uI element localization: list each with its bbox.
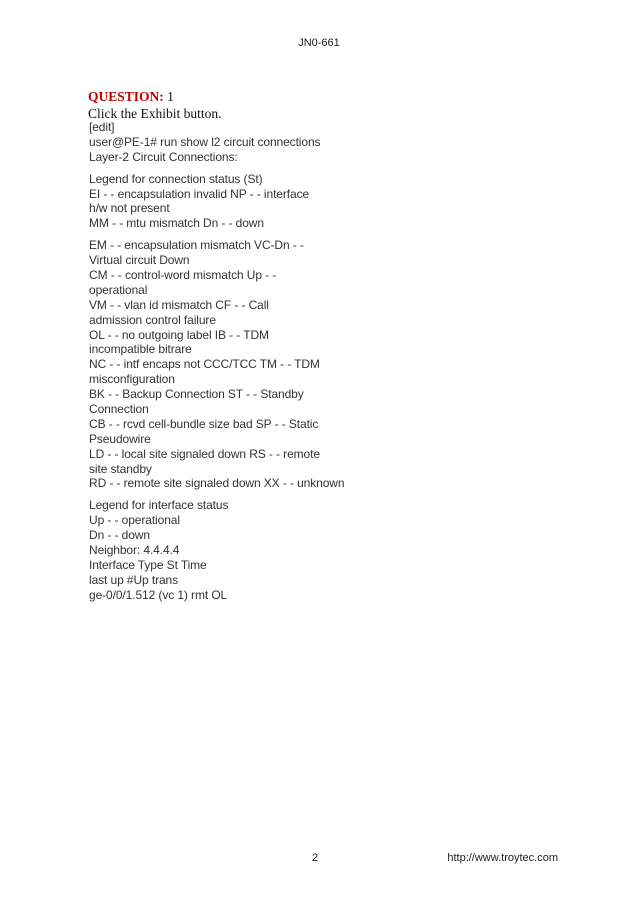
exhibit-line: Connection: [89, 402, 149, 417]
exhibit-line: [edit]: [89, 120, 115, 134]
exhibit-line: site standby: [89, 461, 152, 476]
question-instruction: Click the Exhibit button.: [88, 106, 222, 121]
question-number: 1: [167, 89, 174, 104]
exhibit-line: Interface Type St Time: [89, 557, 207, 572]
exhibit-line: incompatible bitrare: [89, 342, 192, 357]
exhibit-gap: [89, 491, 344, 498]
exhibit-line: EI - - encapsulation invalid NP - - interface: [89, 186, 310, 201]
exhibit-line: admission control failure: [89, 312, 216, 327]
exhibit-line: Up - - operational: [89, 513, 180, 528]
exhibit-line: CM - - control-word mismatch Up - -: [89, 268, 277, 283]
exhibit-line: Pseudowire: [89, 431, 151, 446]
footer-url: http://www.troytec.com: [447, 852, 558, 864]
exhibit-line: EM - - encapsulation mismatch VC-Dn - -: [89, 238, 304, 253]
exhibit-line: misconfiguration: [89, 372, 175, 387]
exhibit-line: Virtual circuit Down: [89, 253, 190, 268]
exhibit-output: [89, 120, 344, 603]
exhibit-line: BK - - Backup Connection ST - - Standby: [89, 387, 304, 402]
exhibit-line: h/w not present: [89, 201, 170, 216]
exhibit-line: operational: [89, 282, 148, 297]
exhibit-line: last up #Up trans: [89, 572, 179, 587]
exhibit-line: Neighbor: 4.4.4.4: [89, 543, 180, 558]
exhibit-line: Legend for connection status (St): [89, 171, 263, 186]
exhibit-line: Dn - - down: [89, 528, 150, 543]
exhibit-line: user@PE-1# run show l2 circuit connections: [89, 134, 321, 149]
exhibit-gap: [89, 231, 344, 238]
exhibit-line: Layer-2 Circuit Connections:: [89, 149, 238, 164]
exhibit-line: MM - - mtu mismatch Dn - - down: [89, 216, 264, 231]
exhibit-line: LD - - local site signaled down RS - - remote: [89, 446, 320, 461]
exhibit-line: NC - - intf encaps not CCC/TCC TM - - TDM: [89, 357, 320, 372]
document-code: JN0-661: [298, 37, 340, 49]
exhibit-line: CB - - rcvd cell-bundle size bad SP - - Static: [89, 416, 319, 431]
exhibit-line: OL - - no outgoing label IB - - TDM: [89, 327, 269, 342]
exhibit-line: Legend for interface status: [89, 498, 229, 513]
exhibit-line: VM - - vlan id mismatch CF - - Call: [89, 297, 269, 312]
exhibit-gap: [89, 165, 344, 172]
exhibit-line: ge-0/0/1.512 (vc 1) rmt OL: [89, 587, 228, 602]
question-label: QUESTION:: [88, 89, 164, 104]
page-number: 2: [312, 852, 319, 864]
question-heading: [88, 88, 222, 105]
question-block: [88, 88, 222, 122]
exhibit-line: RD - - remote site signaled down XX - - unknown: [89, 476, 345, 491]
